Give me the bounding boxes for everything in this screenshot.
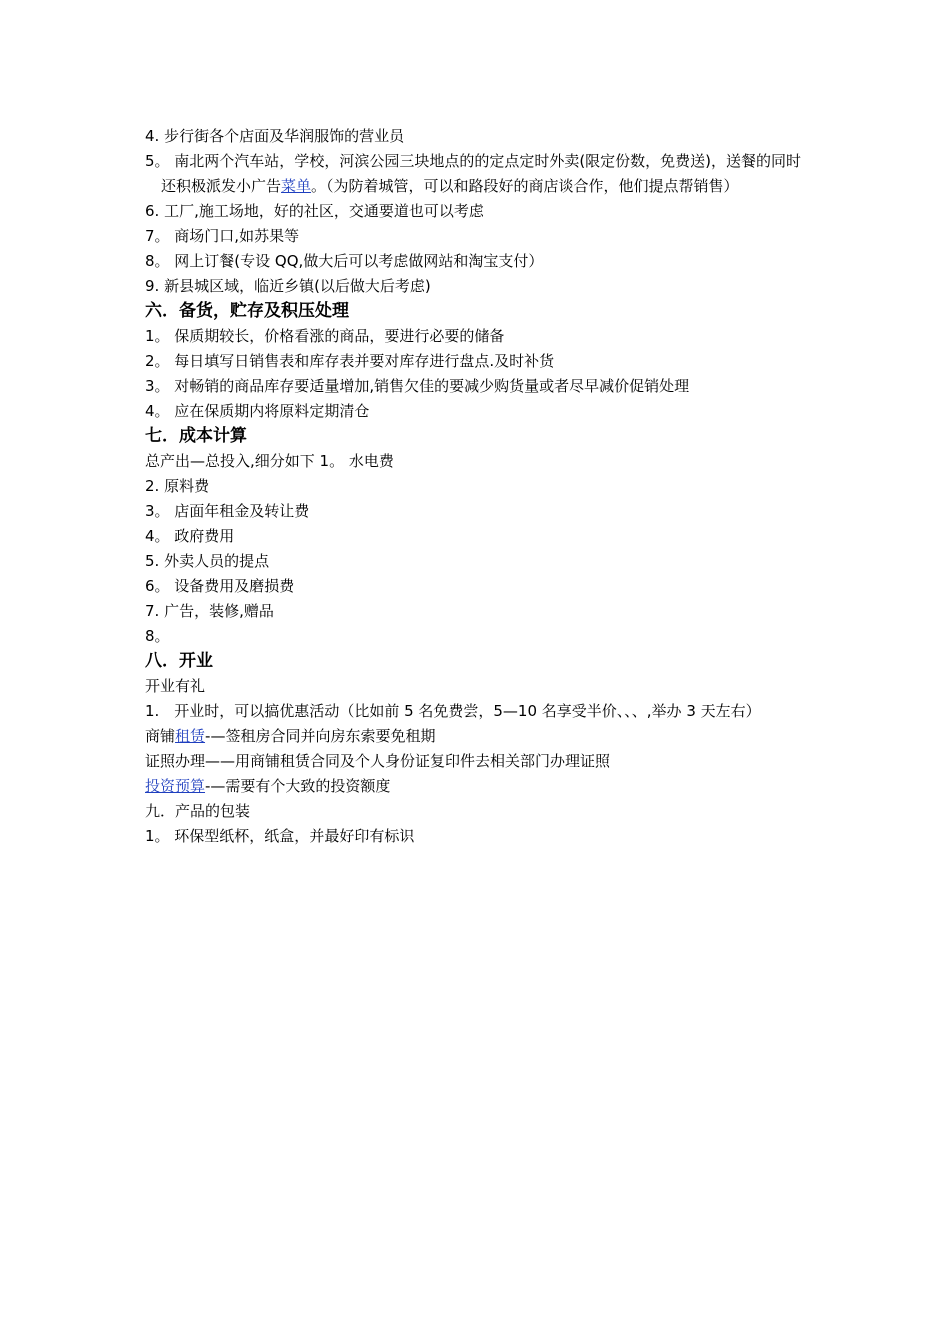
list-item: 8。 网上订餐(专设 QQ,做大后可以考虑做网站和淘宝支付） [145,252,544,270]
list-item: 7。 商场门口,如苏果等 [145,227,300,245]
section-heading-cost: 七．成本计算 [145,426,247,446]
paragraph-text: 商铺 [145,727,176,745]
paragraph-text: -—签租房合同并向房东索要免租期 [205,727,436,745]
list-item: 6。 设备费用及磨损费 [145,577,295,595]
list-item: 9. 新县城区域，临近乡镇(以后做大后考虑) [145,277,431,295]
list-item-text: 5。 南北两个汽车站，学校，河滨公园三块地点的的定点定时外卖(限定份数，免费送)，送餐的同时还积极派发小广告 [145,152,802,195]
list-item: 1. 开业时，可以搞优惠活动（比如前 5 名免费尝，5—10 名享受半价、、、,举办 3 天左右） [145,702,761,720]
list-item [145,149,810,199]
paragraph [145,774,810,799]
list-item: 1。 环保型纸杯，纸盒，并最好印有标识 [145,827,415,845]
list-item: 8。 [145,627,170,645]
list-item: 1。 保质期较长，价格看涨的商品，要进行必要的储备 [145,327,505,345]
list-item: 3。 对畅销的商品库存要适量增加,销售欠佳的要减少购货量或者尽早减价促销处理 [145,377,690,395]
list-item: 4。 应在保质期内将原料定期清仓 [145,402,370,420]
investment-budget-link[interactable]: 投资预算 [145,777,206,795]
paragraph [145,724,810,749]
list-item: 2. 原料费 [145,477,210,495]
section-heading-stocking: 六．备货，贮存及积压处理 [145,301,349,321]
section-heading-opening: 八．开业 [145,651,213,671]
list-item-text: 。（为防着城管，可以和路段好的商店谈合作，他们提点帮销售） [311,177,739,195]
section-heading-packaging: 九．产品的包装 [145,802,251,820]
list-item: 4。 政府费用 [145,527,235,545]
list-item: 3。 店面年租金及转让费 [145,502,310,520]
menu-link[interactable]: 菜单 [281,177,312,195]
list-item: 2。 每日填写日销售表和库存表并要对库存进行盘点.及时补货 [145,352,555,370]
lease-link[interactable]: 租赁 [175,727,206,745]
document-content [145,124,810,849]
list-item: 7. 广告，装修,赠品 [145,602,274,620]
list-item: 5. 外卖人员的提点 [145,552,270,570]
paragraph: 证照办理——用商铺租赁合同及个人身份证复印件去相关部门办理证照 [145,752,611,770]
paragraph-text: -—需要有个大致的投资额度 [205,777,391,795]
list-item: 6. 工厂,施工场地，好的社区，交通要道也可以考虑 [145,202,484,220]
paragraph: 开业有礼 [145,677,206,695]
paragraph: 总产出—总投入,细分如下 1。 水电费 [145,452,394,470]
list-item: 4. 步行街各个店面及华润服饰的营业员 [145,127,405,145]
